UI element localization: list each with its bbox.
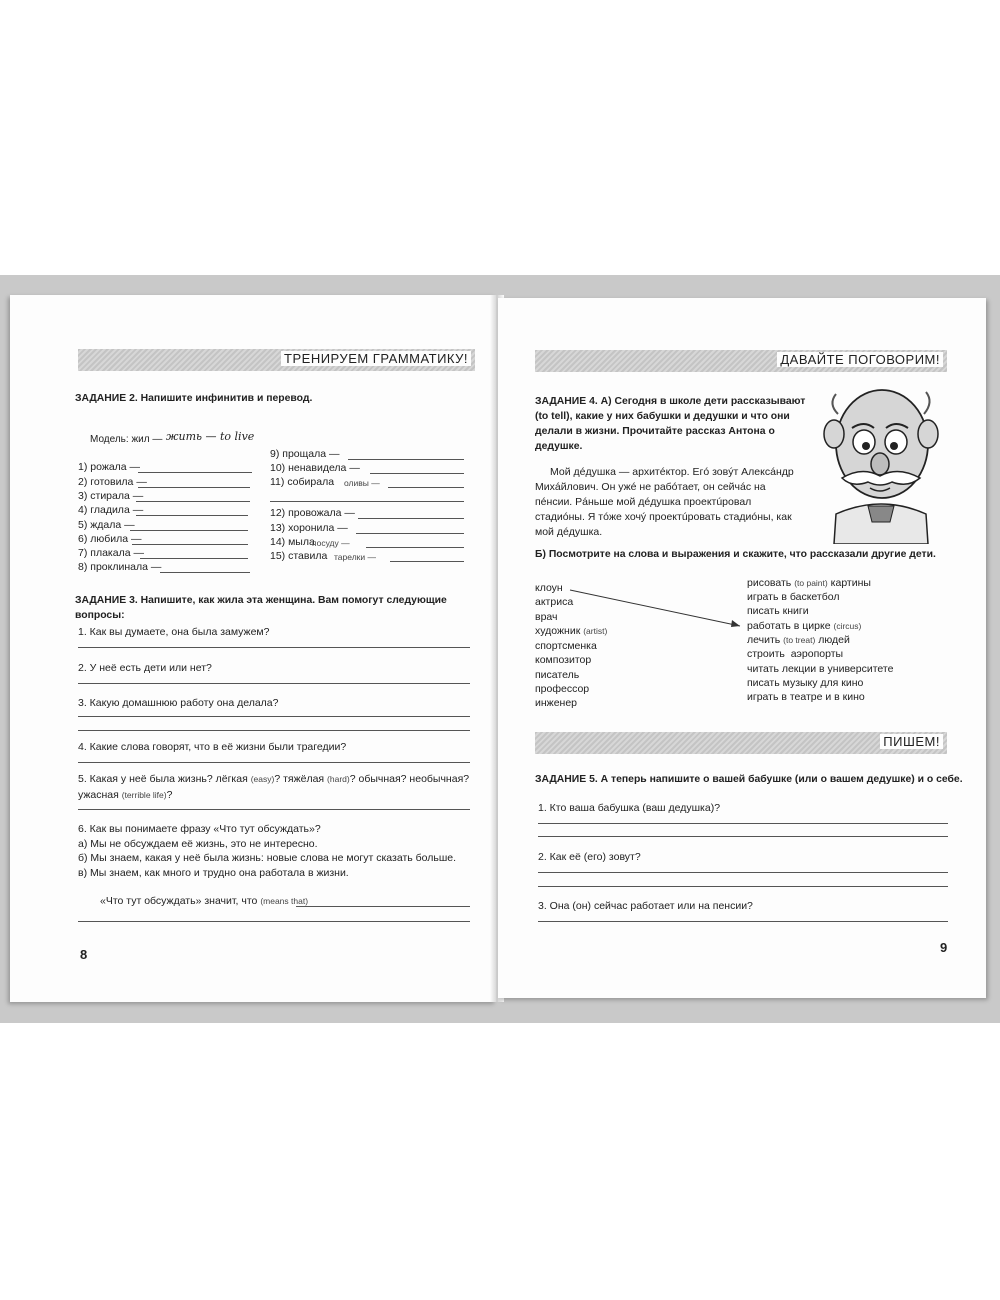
write-banner [535, 732, 947, 754]
answer-line[interactable] [78, 683, 470, 684]
left-page [10, 295, 496, 1002]
q5-part2: ? тяжёлая [274, 773, 325, 785]
activity-item: играть в театре и в кино [747, 691, 865, 703]
person-item: композитор [535, 654, 592, 666]
answer-line[interactable] [160, 572, 250, 573]
answer-line[interactable] [538, 886, 948, 887]
task3-q6-c: в) Мы знаем, как много и трудно она работала в жизни. [78, 867, 349, 879]
verb-item: 14) мыла [270, 536, 315, 548]
verb-item: 6) любила — [78, 533, 142, 545]
verb-item: 8) проклинала — [78, 561, 162, 573]
write-banner-title: ПИШЕМ! [880, 734, 943, 749]
verb-item: 4) гладила — [78, 504, 144, 516]
answer-line[interactable] [132, 544, 248, 545]
verb-item: 9) прощала — [270, 448, 340, 460]
q5-hard: (hard) [327, 774, 350, 784]
task3-q1: 1. Как вы думаете, она была замужем? [78, 626, 270, 638]
activity-circus: работать в цирке [747, 620, 831, 632]
hint-plates: тарелки — [334, 552, 376, 562]
artist-hint: (artist) [583, 626, 608, 636]
q6-means-that: (means that) [260, 896, 309, 906]
person-item: клоун [535, 582, 563, 594]
task5-q1: 1. Кто ваша бабушка (ваш дедушка)? [538, 802, 721, 814]
task5-title: ЗАДАНИЕ 5. А теперь напишите о вашей бабушке (или о вашем дедушке) и о себе. [535, 774, 963, 785]
task3-q6: 6. Как вы понимаете фразу «Что тут обсуждать»? [78, 823, 321, 835]
answer-line[interactable] [356, 533, 464, 534]
task4-title-line: дедушке. [535, 441, 583, 452]
task3-q4: 4. Какие слова говорят, что в её жизни были трагедии? [78, 741, 347, 753]
task4-title-line: ЗАДАНИЕ 4. А) Сегодня в школе дети рассказывают [535, 396, 806, 407]
answer-line[interactable] [296, 906, 470, 907]
circus-hint: (circus) [833, 621, 862, 631]
verb-item: 2) готовила — [78, 476, 147, 488]
page-number-left: 8 [80, 947, 88, 962]
answer-line[interactable] [78, 716, 470, 717]
verb-item: 10) ненавидела — [270, 462, 360, 474]
right-page [498, 298, 986, 998]
treat-tail: людей [818, 634, 850, 646]
answer-line[interactable] [388, 487, 464, 488]
answer-line[interactable] [538, 872, 948, 873]
person-item: актриса [535, 596, 574, 608]
task3-title: ЗАДАНИЕ 3. Напишите, как жила эта женщина. Вам помогут следующие вопросы: [75, 595, 447, 621]
grammar-banner-title: ТРЕНИРУЕМ ГРАММАТИКУ! [281, 351, 471, 366]
verb-item: 7) плакала — [78, 547, 144, 559]
task3-q2: 2. У неё есть дети или нет? [78, 662, 212, 674]
answer-line[interactable] [136, 501, 250, 502]
answer-line[interactable] [270, 501, 464, 502]
grammar-banner [78, 349, 475, 371]
person-artist: художник [535, 625, 581, 637]
verb-item: 12) провожала — [270, 507, 355, 519]
activity-item: читать лекции в университете [747, 663, 894, 675]
verb-item: 15) ставила [270, 550, 328, 562]
person-item: врач [535, 611, 558, 623]
activity-paint: рисовать [747, 577, 792, 589]
story-line: стадиóны. Я тóже хочý проектúровать стадиóны, как [535, 511, 792, 523]
verb-item: 3) стирала — [78, 490, 144, 502]
lets-talk-banner [535, 350, 947, 372]
person-item: профессор [535, 683, 590, 695]
activity-treat: лечить [747, 634, 781, 646]
answer-line[interactable] [130, 530, 248, 531]
verb-item: 11) собирала [270, 476, 335, 488]
answer-line[interactable] [538, 921, 948, 922]
person-item: писатель [535, 669, 580, 681]
story-line: пéнсии. Рáньше мой дéдушка проектúровал [535, 496, 752, 508]
hint-dishes: посуду — [312, 538, 350, 548]
q5-easy: (easy) [250, 774, 275, 784]
lets-talk-banner-title: ДАВАЙТЕ ПОГОВОРИМ! [777, 352, 943, 367]
model-label: Модель: жил — [90, 434, 163, 445]
answer-line[interactable] [366, 547, 464, 548]
answer-line[interactable] [358, 518, 464, 519]
task3-q6-b: б) Мы знаем, какая у неё была жизнь: новые слова не могут сказать больше. [78, 852, 457, 864]
q6-final-text: «Что тут обсуждать» значит, что [100, 895, 258, 907]
answer-line[interactable] [538, 823, 948, 824]
task5-q2: 2. Как её (его) зовут? [538, 851, 641, 863]
story-line: Мой дéдушка — архитéктор. Егó зовýт Алексáндр [550, 466, 794, 478]
task4-title-line: (to tell), какие у них бабушки и дедушки и что они [535, 411, 790, 422]
task2-title: ЗАДАНИЕ 2. Напишите инфинитив и перевод. [75, 393, 313, 404]
activity-item: строить аэропорты [747, 648, 844, 660]
activity-item [747, 633, 850, 647]
answer-line[interactable] [348, 459, 464, 460]
page-number-right: 9 [940, 940, 948, 955]
task4-title-line: делали в жизни. Прочитайте рассказ Антона о [535, 426, 775, 437]
verb-item: 5) ждала — [78, 519, 135, 531]
q5-part4: ужасная [78, 789, 119, 801]
task3-q6-a: а) Мы не обсуждаем её жизнь, это не интересно. [78, 838, 318, 850]
q5-terrible: (terrible life) [121, 790, 167, 800]
paint-tail: картины [830, 577, 871, 589]
story-line: Михáйлович. Он ужé не рабóтает, он сейчáс на [535, 481, 766, 493]
task4-b-title: Б) Посмотрите на слова и выражения и скажите, что рассказали другие дети. [535, 549, 936, 560]
answer-line[interactable] [140, 558, 248, 559]
story-line: мой дéдушка. [535, 526, 603, 538]
treat-hint: (to treat) [783, 635, 816, 645]
task5-q3: 3. Она (он) сейчас работает или на пенсии? [538, 900, 753, 912]
answer-line[interactable] [538, 836, 948, 837]
task3-q3: 3. Какую домашнюю работу она делала? [78, 697, 279, 709]
answer-line[interactable] [138, 472, 252, 473]
answer-line[interactable] [370, 473, 464, 474]
answer-line[interactable] [78, 730, 470, 731]
verb-item: 13) хоронила — [270, 522, 348, 534]
activity-item: писать музыку для кино [747, 677, 864, 689]
q5-part3: ? обычная? необычная? [349, 773, 470, 785]
activity-item: писать книги [747, 605, 809, 617]
verb-item: 1) рожала — [78, 461, 141, 473]
task3-q5 [78, 772, 469, 786]
activity-item [747, 619, 861, 633]
model-answer: жить — to live [166, 430, 255, 443]
matching-arrow [568, 584, 748, 634]
answer-line[interactable] [78, 921, 470, 922]
paint-hint: (to paint) [794, 578, 828, 588]
person-item: инженер [535, 697, 578, 709]
q5-part1: 5. Какая у неё была жизнь? лёгкая [78, 773, 248, 785]
answer-line[interactable] [78, 809, 470, 810]
activity-item: играть в баскетбол [747, 591, 840, 603]
activity-item [747, 576, 871, 590]
task3-q5-line2: ужасная (terrible life)? [78, 789, 173, 801]
answer-line[interactable] [136, 515, 248, 516]
person-item: спортсменка [535, 640, 597, 652]
hint-olives: оливы — [344, 478, 380, 488]
task3-q6-final [100, 894, 308, 908]
answer-line[interactable] [78, 762, 470, 763]
answer-line[interactable] [78, 647, 470, 648]
answer-line[interactable] [390, 561, 464, 562]
answer-line[interactable] [138, 487, 250, 488]
grandfather-illustration [816, 384, 946, 544]
